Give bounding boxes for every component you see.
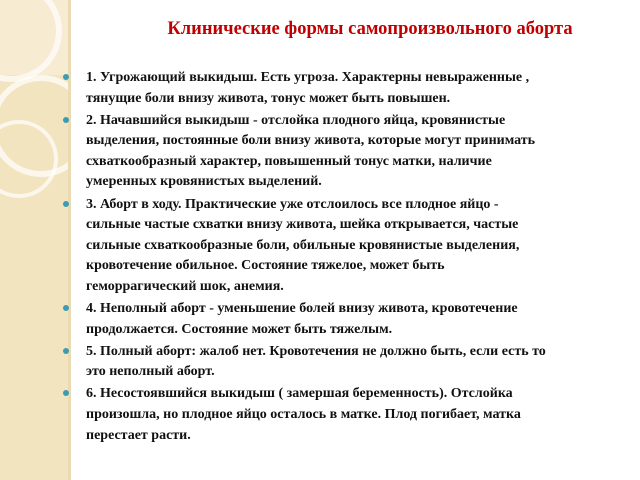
decorative-side-strip <box>0 0 71 480</box>
list-item-text-line: 3. Аборт в ходу. Практические уже отслоилось все плодное яйцо - <box>86 196 499 212</box>
list-item-text-line: 6. Несостоявшийся выкидыш ( замершая беременность). Отслойка <box>86 386 513 402</box>
bullet-icon <box>63 74 69 80</box>
bullet-icon <box>63 305 69 311</box>
bullet-list <box>62 68 632 448</box>
list-item-text-line: сильные частые схватки внизу живота, шейка открывается, частые <box>86 217 519 233</box>
list-item-text-line: 4. Неполный аборт - уменьшение болей внизу живота, кровотечение <box>86 301 518 317</box>
list-item-text-line: тянущие боли внизу живота, тонус может быть повышен. <box>86 90 451 106</box>
list-item-text-line: произошла, но плодное яйцо осталось в матке. Плод погибает, матка <box>86 407 521 422</box>
bullet-icon <box>63 348 69 354</box>
list-item-text-line: продолжается. Состояние может быть тяжелым. <box>86 321 393 337</box>
list-item <box>62 342 632 383</box>
list-item <box>62 384 632 446</box>
list-item <box>62 195 632 298</box>
list-item-text-line: схваткообразный характер, повышенный тонус матки, наличие <box>86 153 492 169</box>
list-item-text-line: 2. Начавшийся выкидыш - отслойка плодного яйца, кровянистые <box>86 112 506 128</box>
list-item-text-line: 5. Полный аборт: жалоб нет. Кровотечения не должно быть, если есть то <box>86 343 546 359</box>
list-item-text-line: сильные схваткообразные боли, обильные кровянистые выделения, <box>86 237 520 253</box>
bullet-icon <box>63 201 69 207</box>
list-item-text-line: кровотечение обильное. Состояние тяжелое, может быть <box>86 258 445 274</box>
list-item-text-line: умеренных кровянистых выделений. <box>86 174 322 190</box>
bullet-icon <box>63 390 69 396</box>
list-item-text-line: 1. Угрожающий выкидыш. Есть угроза. Характерны невыраженные , <box>86 70 530 85</box>
slide-title: Клинические формы самопроизвольного аборта <box>167 19 573 39</box>
list-item <box>62 68 632 109</box>
list-item <box>62 299 632 340</box>
list-item <box>62 111 632 193</box>
bullet-icon <box>63 117 69 123</box>
list-item-text-line: выделения, постоянные боли внизу живота, которые могут принимать <box>86 133 536 149</box>
list-item-text-line: перестает расти. <box>86 427 191 443</box>
list-item-text-line: геморрагический шок, анемия. <box>86 278 284 294</box>
list-item-text-line: это неполный аборт. <box>86 364 215 380</box>
